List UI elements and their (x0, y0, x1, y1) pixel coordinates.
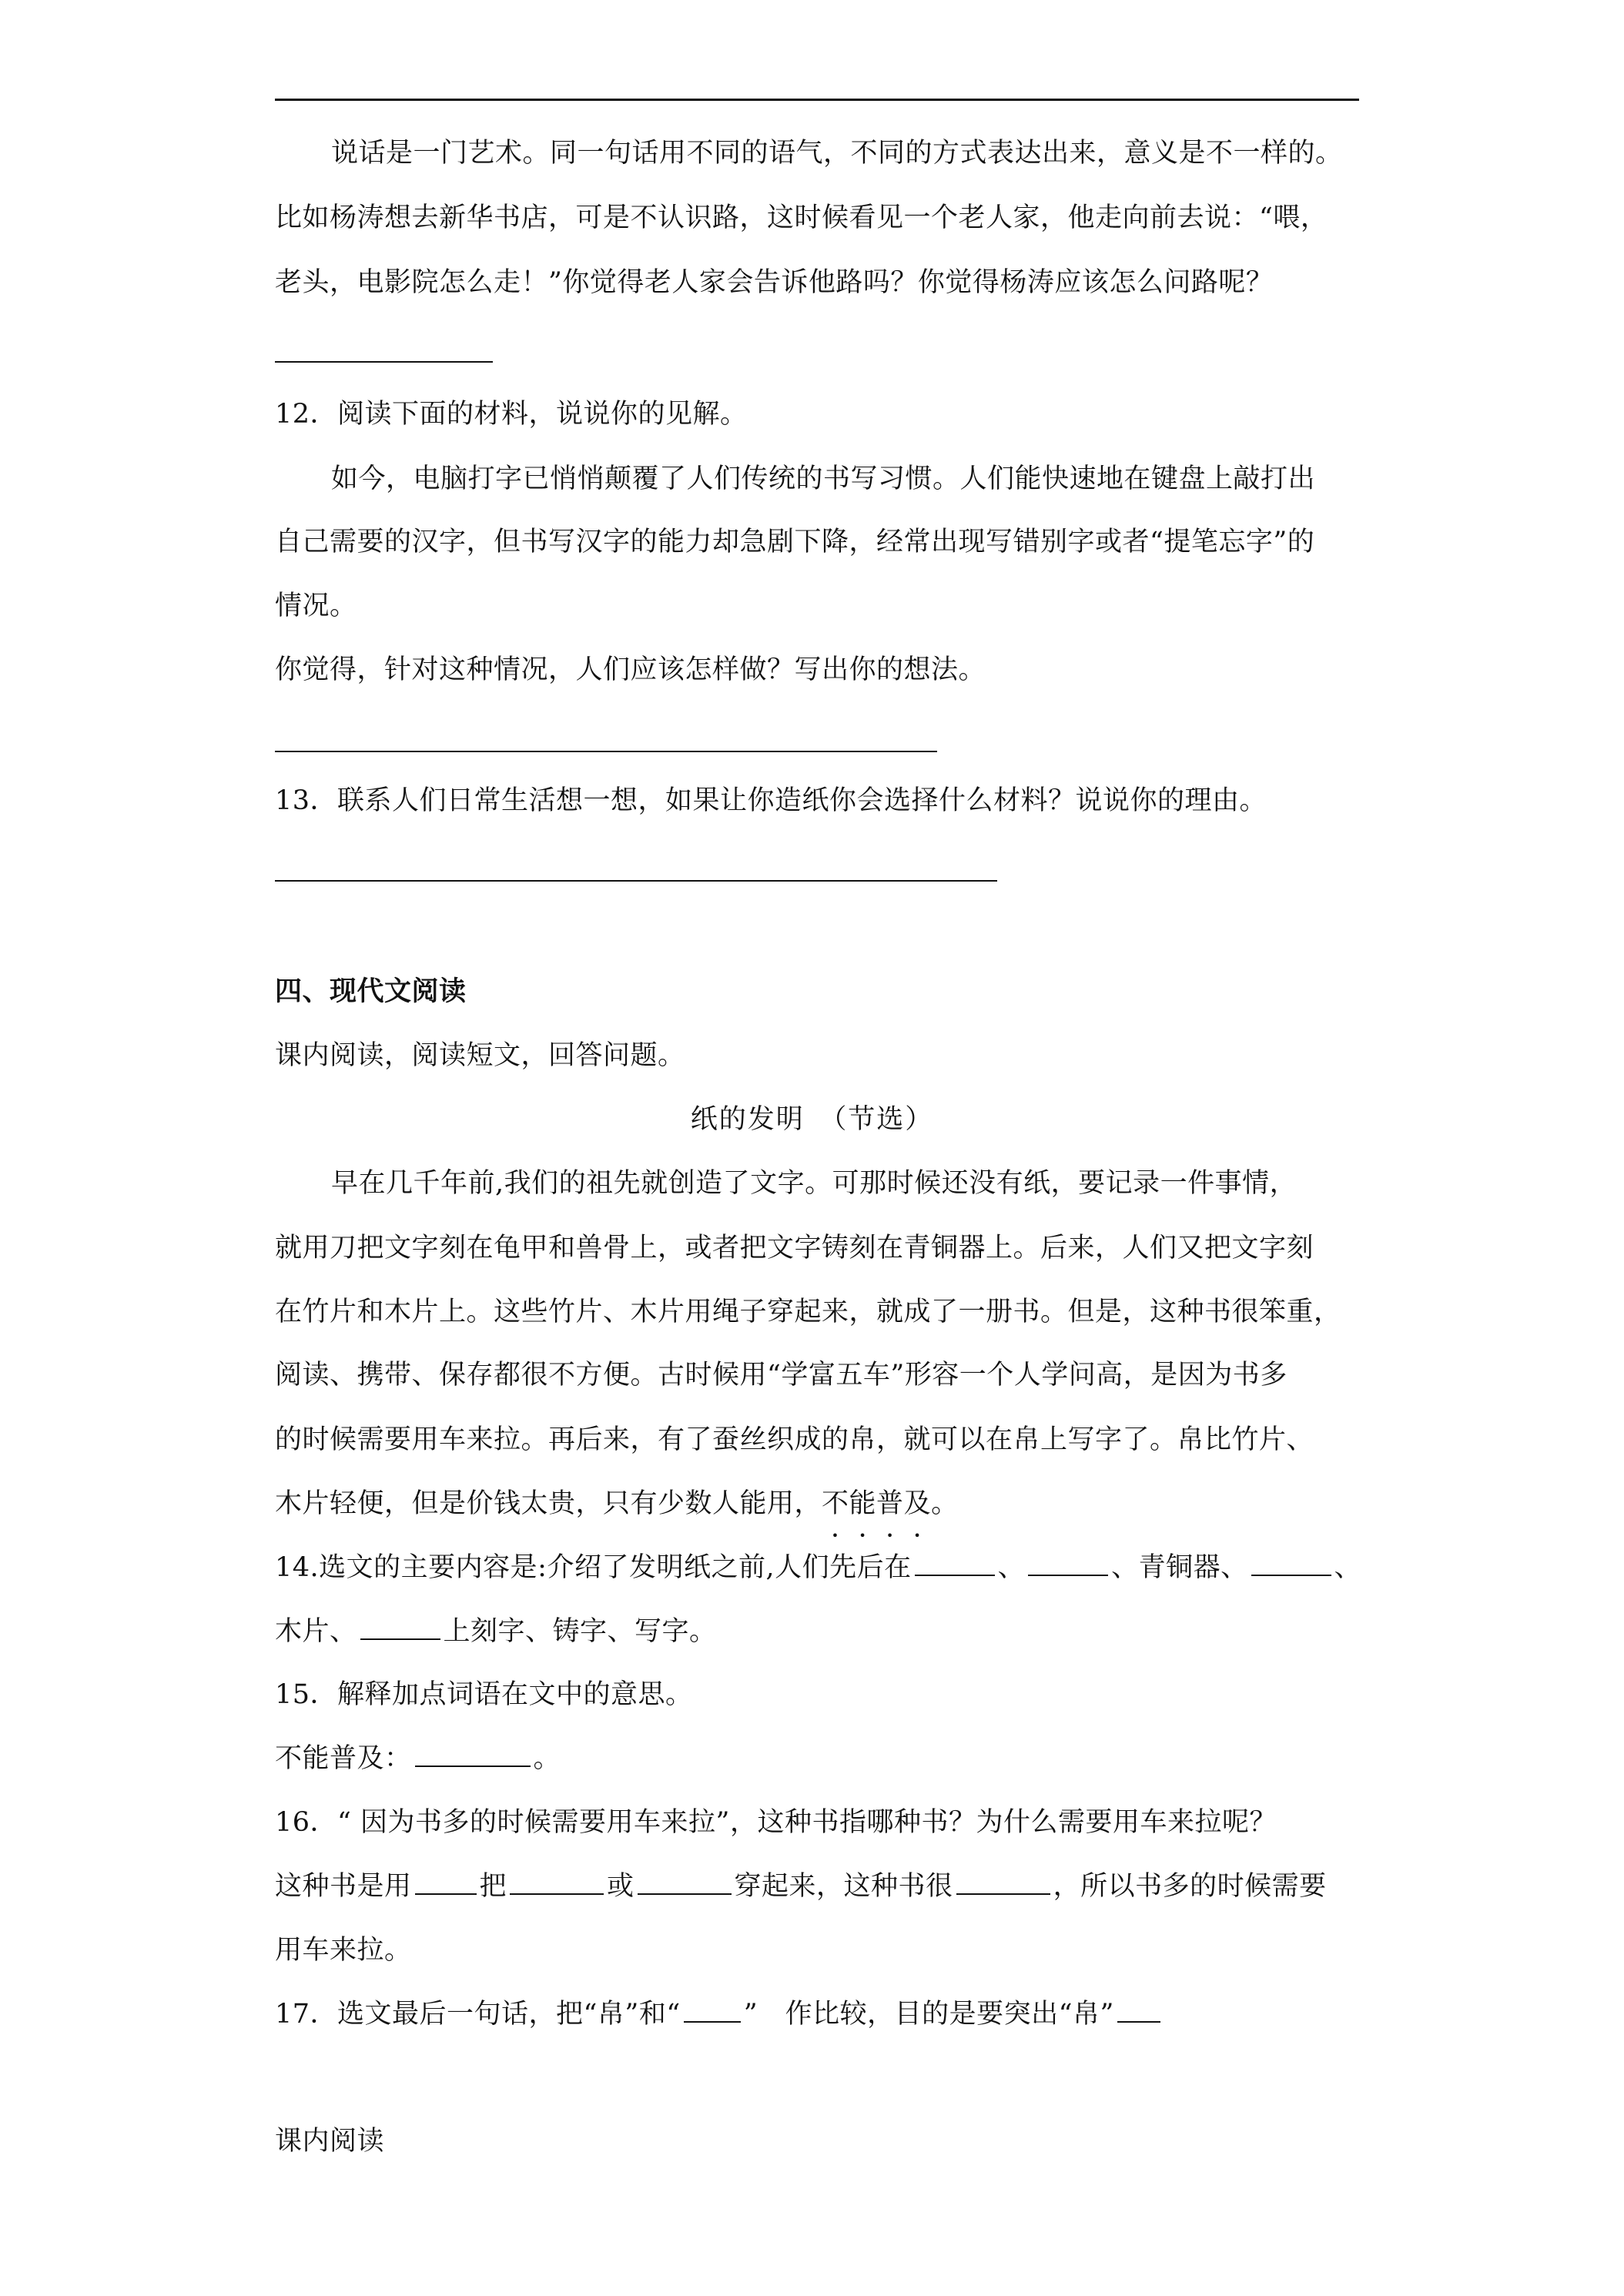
q14-text-c: 上刻字、铸字、写字。 (443, 1616, 717, 1647)
q13-title: 13．联系人们日常生活想一想，如果让你造纸你会选择什么材料？说说你的理由。 (275, 785, 1267, 816)
dotted-char-4: 及 (903, 1488, 932, 1519)
q16-text-d: 穿起来，这种书很 (734, 1871, 953, 1902)
q16-line-3: 用车来拉。 (275, 1935, 412, 1966)
q12-title: 12．阅读下面的材料，说说你的见解。 (275, 399, 748, 430)
q14-blank-3[interactable] (1251, 1550, 1331, 1576)
q14-line-1 (275, 1549, 1368, 1586)
q15-item (275, 1740, 1368, 1777)
q16-blank-1[interactable] (415, 1869, 477, 1895)
q16-text-e: ，所以书多的时候需要 (1053, 1871, 1327, 1902)
intro-line-1: 说话是一门艺术。同一句话用不同的语气，不同的方式表达出来，意义是不一样的。 (331, 138, 1343, 169)
q12-prompt: 你觉得，针对这种情况，人们应该怎样做？写出你的想法。 (275, 654, 986, 685)
q16-text-b: 把 (479, 1871, 507, 1902)
article-title: 纸的发明 （节选） (690, 1104, 934, 1135)
q15-title: 15．解释加点词语在文中的意思。 (275, 1679, 693, 1710)
dotted-char-1: 不 (822, 1488, 849, 1519)
q16-blank-4[interactable] (956, 1869, 1050, 1895)
article-line-3: 在竹片和木片上。这些竹片、木片用绳子穿起来，就成了一册书。但是，这种书很笨重， (275, 1297, 1341, 1327)
top-rule (275, 99, 1359, 101)
article-line-2: 就用刀把文字刻在龟甲和兽骨上，或者把文字铸刻在青铜器上。后来，人们又把文字刻 (275, 1233, 1314, 1263)
article-line-1: 早在几千年前,我们的祖先就创造了文字。可那时候还没有纸，要记录一件事情， (331, 1168, 1298, 1199)
intro-line-3: 老头，电影院怎么走！”你觉得老人家会告诉他路吗？你觉得杨涛应该怎么问路呢？ (275, 267, 1274, 298)
q16-text-a: 这种书是用 (275, 1871, 412, 1902)
section4-heading: 四、现代文阅读 (275, 976, 467, 1007)
article-line-6-text: 木片轻便，但是价钱太贵，只有少数人能用， (275, 1488, 822, 1519)
q14-text-a: 14.选文的主要内容是:介绍了发明纸之前,人们先后在 (275, 1552, 912, 1583)
q14-sep-2: 、青铜器、 (1111, 1552, 1248, 1583)
q17-blank-1[interactable] (684, 1996, 741, 2023)
q14-sep-3: 、 (1334, 1552, 1362, 1583)
q16-title: 16．“ 因为书多的时候需要用车来拉”，这种书指哪种书？为什么需要用车来拉呢？ (275, 1807, 1277, 1838)
article-line-4: 阅读、携带、保存都很不方便。古时候用“学富五车”形容一个人学问高，是因为书多 (275, 1360, 1287, 1391)
answer-line-q12[interactable] (275, 751, 937, 752)
q12-material-1: 如今，电脑打字已悄悄颠覆了人们传统的书写习惯。人们能快速地在键盘上敲打出 (331, 464, 1316, 494)
dotted-char-3: 普 (876, 1488, 904, 1519)
q16-line-2 (275, 1868, 1368, 1905)
q14-sep-1: 、 (997, 1552, 1026, 1583)
section4-instruction: 课内阅读，阅读短文，回答问题。 (275, 1040, 685, 1071)
q12-material-2: 自己需要的汉字，但书写汉字的能力却急剧下降，经常出现写错别字或者“提笔忘字”的 (275, 527, 1315, 557)
q17-line (275, 1996, 1368, 2033)
q15-item-label: 不能普及： (275, 1743, 412, 1774)
q14-line-2 (275, 1613, 1368, 1650)
q16-blank-2[interactable] (510, 1869, 604, 1895)
q17-text-a: 17．选文最后一句话，把“帛”和“ (275, 1999, 681, 2030)
article-line-6 (275, 1485, 1368, 1522)
dotted-char-2: 能 (849, 1488, 877, 1519)
q14-text-b: 木片、 (275, 1616, 357, 1647)
q14-blank-1[interactable] (915, 1550, 995, 1576)
answer-line-q13[interactable] (275, 880, 997, 882)
q17-blank-2[interactable] (1117, 1996, 1160, 2023)
intro-line-2: 比如杨涛想去新华书店，可是不认识路，这时候看见一个老人家，他走向前去说：“喂， (275, 202, 1328, 233)
article-line-6-end: 。 (931, 1488, 959, 1519)
article-line-5: 的时候需要用车来拉。再后来，有了蚕丝织成的帛，就可以在帛上写字了。帛比竹片、 (275, 1424, 1314, 1455)
q17-text-b: ” 作比较，目的是要突出“帛” (743, 1999, 1114, 2030)
q12-material-3: 情况。 (275, 591, 357, 621)
footer-section-label: 课内阅读 (275, 2126, 385, 2157)
q16-blank-3[interactable] (638, 1869, 732, 1895)
q14-blank-4[interactable] (360, 1614, 440, 1640)
answer-line-intro[interactable] (275, 361, 493, 363)
q16-text-c: 或 (607, 1871, 635, 1902)
q14-blank-2[interactable] (1028, 1550, 1108, 1576)
q15-item-end: 。 (533, 1743, 561, 1774)
q15-blank[interactable] (415, 1741, 531, 1767)
